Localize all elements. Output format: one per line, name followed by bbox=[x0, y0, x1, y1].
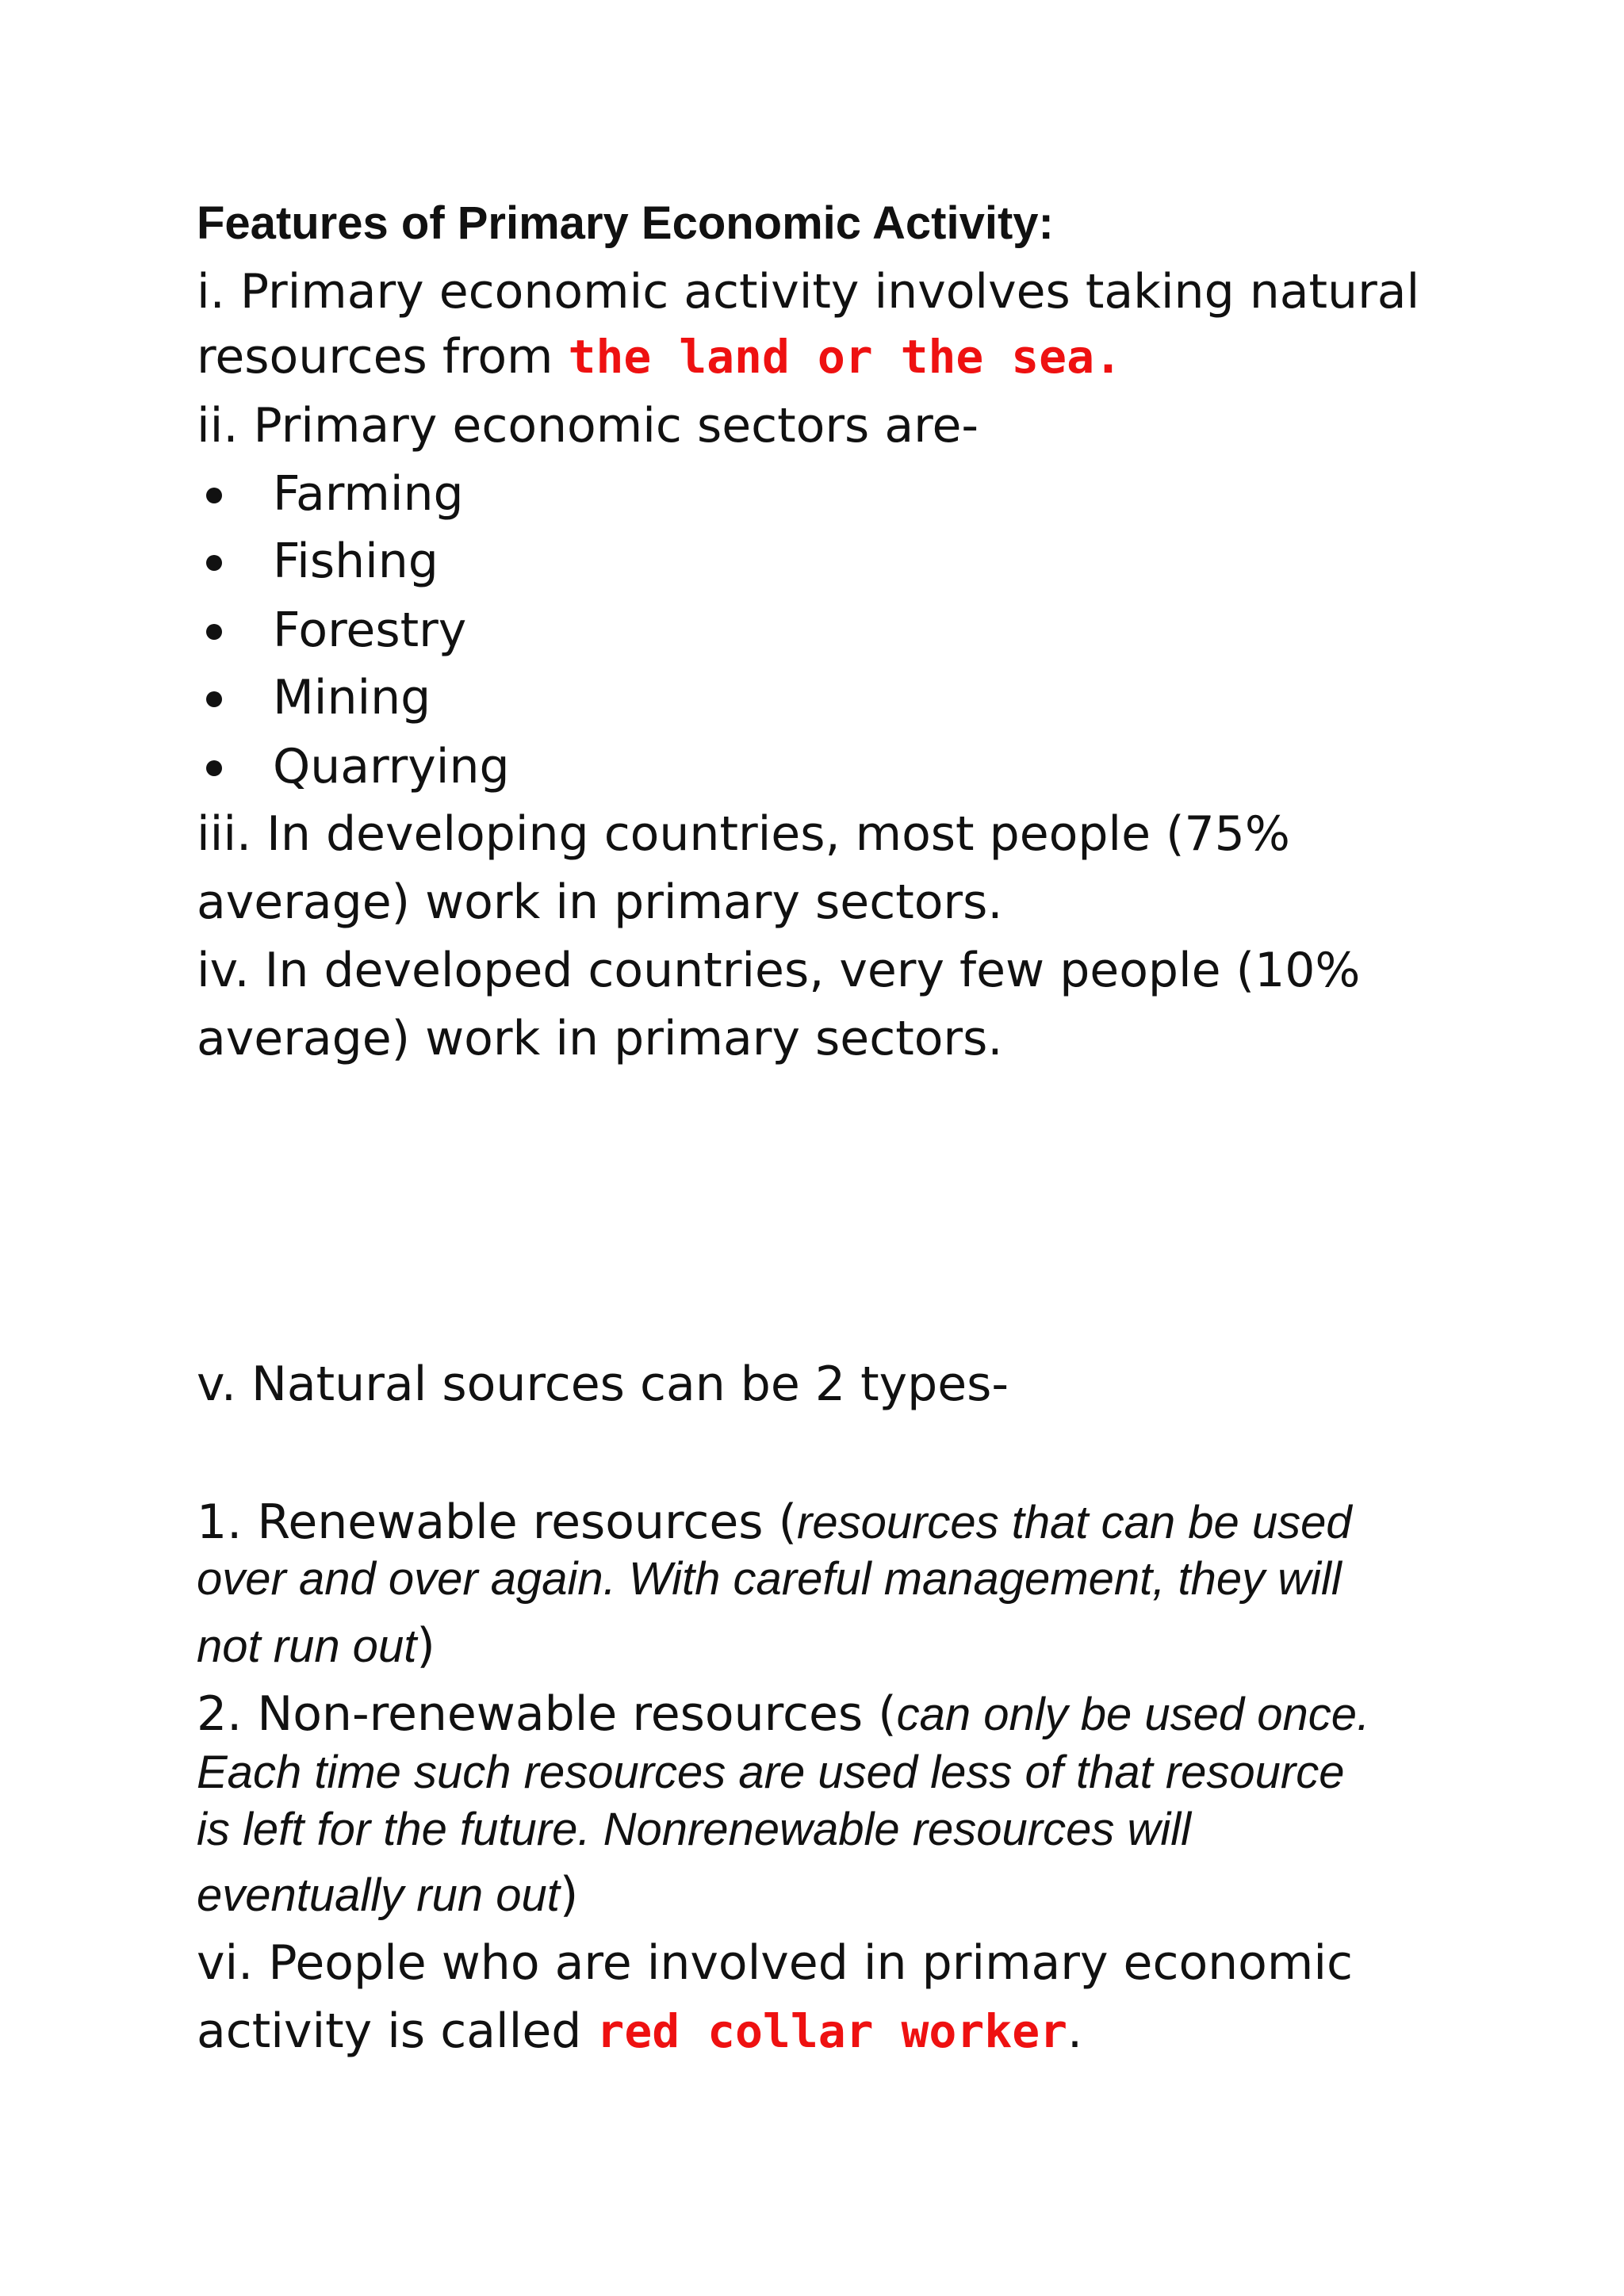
nonrenewable-line-4 bbox=[197, 1863, 578, 1927]
point-vi-text: activity is called bbox=[197, 2003, 597, 2059]
point-vi-highlight: red collar worker bbox=[596, 2004, 1068, 2058]
point-i-line-2 bbox=[197, 325, 1122, 388]
bullet-icon bbox=[206, 760, 222, 776]
point-iii-line-2: average) work in primary sectors. bbox=[197, 874, 1003, 930]
bullet-icon bbox=[206, 488, 222, 503]
point-vi-line-2 bbox=[197, 1999, 1082, 2063]
nonrenewable-label: 2. Non-renewable resources ( bbox=[197, 1686, 897, 1742]
sector-label: Fishing bbox=[273, 534, 439, 589]
point-vi-line-1: vi. People who are involved in primary economic bbox=[197, 1935, 1353, 1991]
renewable-desc-2: over and over again. With careful management, they will bbox=[197, 1553, 1342, 1605]
nonrenewable-close: ) bbox=[559, 1867, 579, 1923]
point-iv-line-1: iv. In developed countries, very few people (10% bbox=[197, 943, 1361, 998]
bullet-icon bbox=[206, 691, 222, 707]
sector-label: Mining bbox=[273, 670, 431, 725]
point-i-highlight: the land or the sea. bbox=[568, 330, 1122, 384]
renewable-close: ) bbox=[416, 1618, 435, 1674]
renewable-desc-3: not run out bbox=[197, 1621, 417, 1672]
nonrenewable-desc-1: can only be used once. bbox=[896, 1689, 1370, 1740]
point-iii-line-1: iii. In developing countries, most people (75% bbox=[197, 806, 1290, 862]
renewable-line-1 bbox=[197, 1490, 1352, 1555]
renewable-desc-1: resources that can be used bbox=[797, 1497, 1352, 1548]
point-i-text: resources from bbox=[197, 329, 569, 385]
point-i-line-1: i. Primary economic activity involves taking natural bbox=[197, 264, 1420, 320]
sector-label: Quarrying bbox=[273, 739, 510, 794]
point-vi-suffix: . bbox=[1067, 2003, 1083, 2059]
bullet-icon bbox=[206, 555, 222, 571]
nonrenewable-desc-2: Each time such resources are used less of that resource bbox=[197, 1747, 1345, 1798]
sector-label: Farming bbox=[273, 466, 464, 522]
point-v-text: v. Natural sources can be 2 types- bbox=[197, 1357, 1009, 1412]
nonrenewable-desc-4: eventually run out bbox=[197, 1869, 560, 1921]
renewable-label: 1. Renewable resources ( bbox=[197, 1494, 798, 1550]
point-ii-text: ii. Primary economic sectors are- bbox=[197, 398, 979, 453]
sector-label: Forestry bbox=[273, 603, 467, 658]
page-title: Features of Primary Economic Activity: bbox=[197, 197, 1054, 249]
point-iv-line-2: average) work in primary sectors. bbox=[197, 1011, 1003, 1066]
nonrenewable-line-1 bbox=[197, 1682, 1369, 1747]
renewable-line-3 bbox=[197, 1614, 435, 1678]
nonrenewable-desc-3: is left for the future. Nonrenewable resources will bbox=[197, 1804, 1192, 1855]
bullet-icon bbox=[206, 624, 222, 640]
